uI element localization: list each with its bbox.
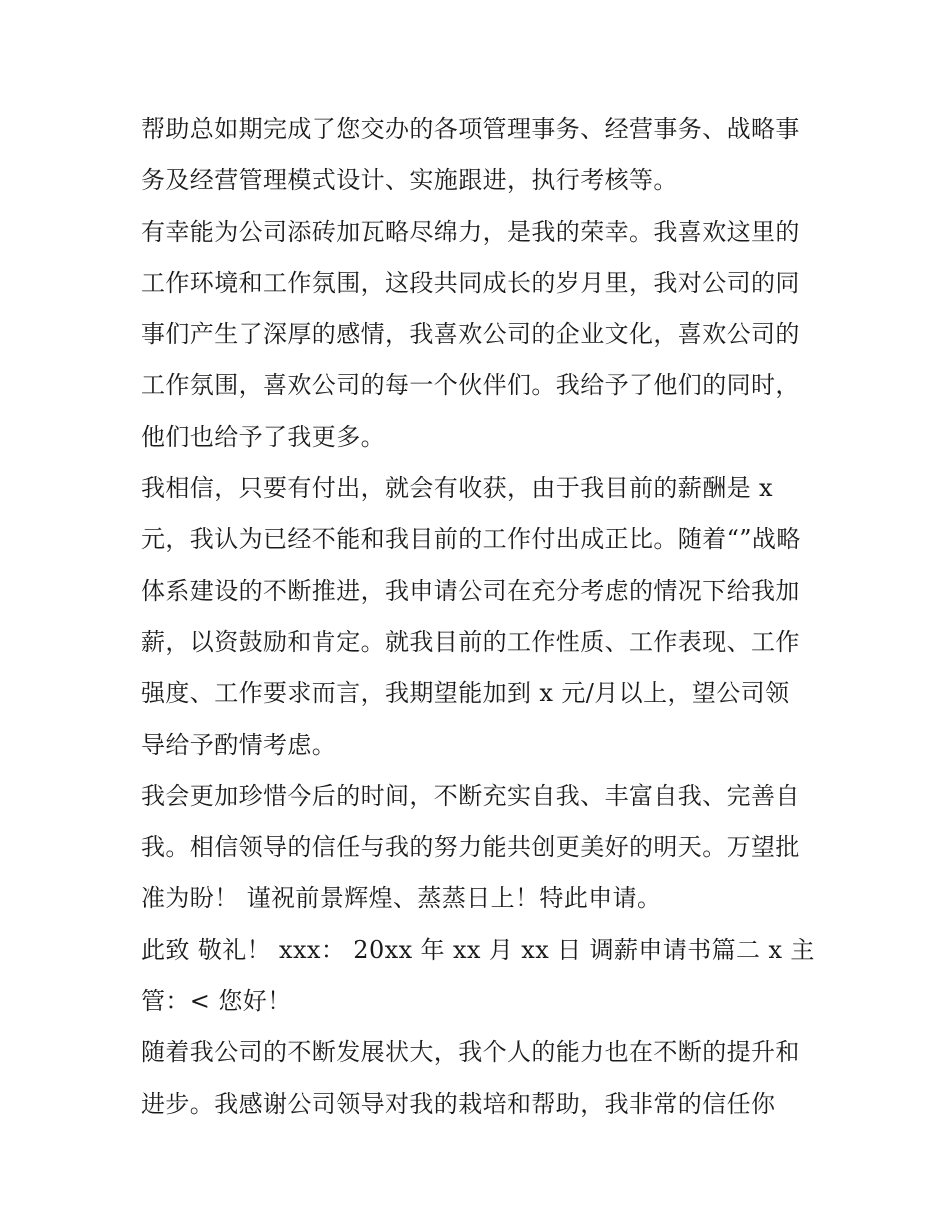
text-line: 薪，以资鼓励和肯定。就我目前的工作性质、工作表现、工作: [141, 627, 800, 656]
text-line: 准为盼！ 谨祝前景辉煌、蒸蒸日上！特此申请。: [141, 884, 662, 913]
text-line: 务及经营管理模式设计、实施跟进，执行考核等。: [141, 166, 678, 195]
text-line: 进步。我感谢公司领导对我的栽培和帮助，我非常的信任你: [141, 1089, 776, 1118]
text-line: 事们产生了深厚的感情，我喜欢公司的企业文化，喜欢公司的: [141, 320, 800, 349]
text-line: 此致 敬礼！ xxx： 20xx 年 xx 月 xx 日 调薪申请书篇二 x 主: [141, 935, 815, 964]
text-line: 导给予酌情考虑。: [141, 730, 337, 759]
text-line: 我。相信领导的信任与我的努力能共创更美好的明天。万望批: [141, 833, 800, 862]
text-line: 我相信，只要有付出，就会有收获，由于我目前的薪酬是 x: [141, 474, 773, 503]
text-line: 元，我认为已经不能和我目前的工作付出成正比。随着“”战略: [141, 525, 801, 554]
text-line: 随着我公司的不断发展状大，我个人的能力也在不断的提升和: [141, 1038, 800, 1067]
text-line: 他们也给予了我更多。: [141, 422, 385, 451]
text-line: 工作氛围，喜欢公司的每一个伙伴们。我给予了他们的同时，: [141, 371, 800, 400]
text-line: 我会更加珍惜今后的时间，不断充实自我、丰富自我、完善自: [141, 781, 800, 810]
text-line: 体系建设的不断推进，我申请公司在充分考虑的情况下给我加: [141, 576, 800, 605]
text-line: 有幸能为公司添砖加瓦略尽绵力，是我的荣幸。我喜欢这里的: [141, 217, 800, 246]
text-line: 工作环境和工作氛围，这段共同成长的岁月里，我对公司的同: [141, 268, 800, 297]
text-line: 管：< 您好！: [141, 987, 292, 1016]
text-line: 帮助总如期完成了您交办的各项管理事务、经营事务、战略事: [141, 115, 800, 143]
document-body: [141, 104, 821, 1130]
text-line: 强度、工作要求而言，我期望能加到 x 元/月以上，望公司领: [141, 679, 790, 708]
